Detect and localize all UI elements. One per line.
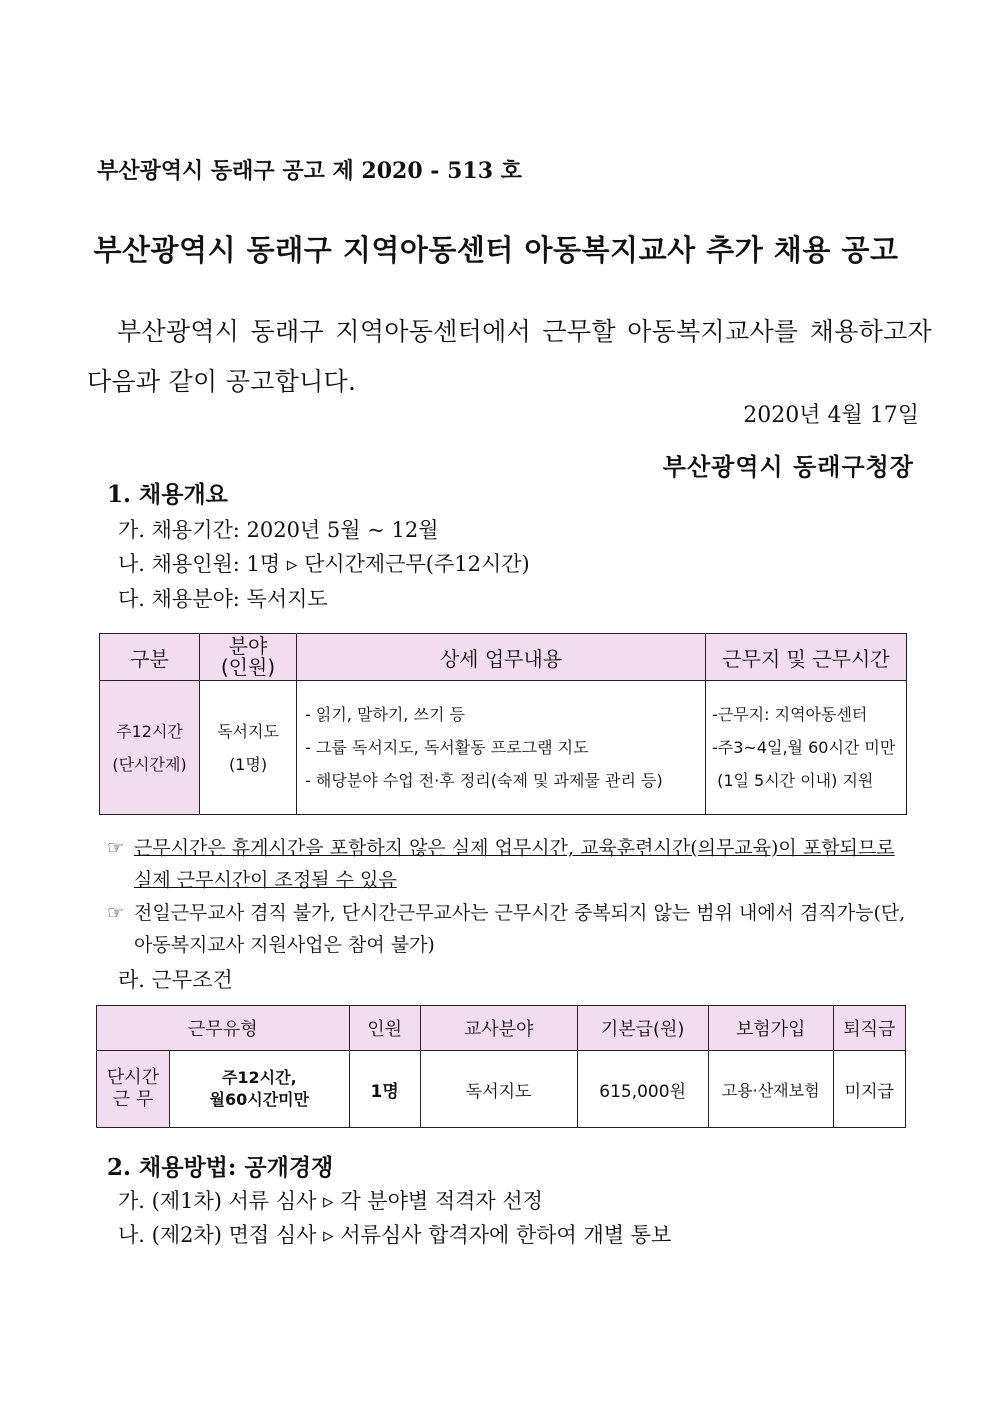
- cell-details: [297, 681, 706, 815]
- section2-heading: 2. 채용방법: 공개경쟁: [107, 1154, 334, 1181]
- col-work-type: 근무유형: [97, 1006, 350, 1051]
- screening-step1: 가. (제1차) 서류 심사 ▹ 각 분야별 적격자 선정: [118, 1189, 543, 1213]
- type-b-line2: 월60시간미만: [209, 1090, 310, 1109]
- conditions-label: 라. 근무조건: [118, 968, 233, 992]
- screening-step2: 나. (제2차) 면접 심사 ▹ 서류심사 합격자에 한하여 개별 통보: [118, 1223, 672, 1247]
- pointing-hand-icon: ☞: [107, 902, 125, 924]
- cell-salary: 615,000원: [577, 1051, 708, 1128]
- col-place: 근무지 및 근무시간: [706, 634, 907, 681]
- note-text: 근무시간은 휴게시간을 포함하지 않은 실제 업무시간, 교육훈련시간(의무교육)이 포함되므로 실제 근무시간이 조정될 수 있음: [134, 837, 895, 891]
- cell-teacher-field: 독서지도: [420, 1051, 577, 1128]
- recruit-count: 나. 채용인원: 1명 ▹ 단시간제근무(주12시간): [118, 552, 530, 576]
- col-count: 인원: [349, 1006, 420, 1051]
- signer: 부산광역시 동래구청장: [662, 452, 914, 481]
- cell-place: [706, 681, 907, 815]
- cell-count: 1명: [349, 1051, 420, 1128]
- place-item: (1일 5시간 이내) 지원: [712, 771, 874, 790]
- col-severance: 퇴직금: [833, 1006, 905, 1051]
- type-line2: (단시간제): [112, 754, 187, 774]
- col-field-line2: (인원): [220, 655, 276, 679]
- type-a-line2: 근 무: [112, 1089, 154, 1110]
- cell-work-type-a: [97, 1051, 170, 1128]
- note-text: 전일근무교사 겸직 불가, 단시간근무교사는 근무시간 중복되지 않는 범위 내에서 겸직가능(단, 아동복지교사 지원사업은 참여 불가): [134, 902, 906, 956]
- table-row: [100, 681, 907, 815]
- type-line1: 주12시간: [116, 721, 183, 741]
- col-field: [200, 634, 297, 681]
- job-detail-table: [99, 633, 907, 815]
- detail-item: - 해당분야 수업 전·후 정리(숙제 및 과제물 관리 등): [305, 771, 663, 790]
- type-b-line1: 주12시간,: [221, 1068, 297, 1087]
- pointing-hand-icon: ☞: [107, 837, 125, 859]
- note-concurrent: [107, 897, 912, 961]
- recruit-period: 가. 채용기간: 2020년 5월 ~ 12월: [118, 518, 439, 542]
- field-line1: 독서지도: [217, 721, 279, 741]
- notice-date: 2020년 4월 17일: [743, 403, 919, 428]
- col-category: 구분: [100, 634, 200, 681]
- section1-heading: 1. 채용개요: [107, 481, 228, 508]
- col-salary: 기본급(원): [577, 1006, 708, 1051]
- cell-work-type-b: [170, 1051, 350, 1128]
- work-conditions-table: [96, 1005, 906, 1128]
- col-teacher-field: 교사분야: [420, 1006, 577, 1051]
- col-details: 상세 업무내용: [297, 634, 706, 681]
- intro-paragraph: 부산광역시 동래구 지역아동센터에서 근무할 아동복지교사를 채용하고자 다음과 같이 공고합니다.: [87, 317, 932, 396]
- place-item: -근무지: 지역아동센터: [712, 705, 868, 724]
- cell-type: [100, 681, 200, 815]
- recruit-field: 다. 채용분야: 독서지도: [118, 587, 328, 611]
- col-field-line1: 분야: [228, 634, 268, 658]
- cell-field: [200, 681, 297, 815]
- page-title: 부산광역시 동래구 지역아동센터 아동복지교사 추가 채용 공고: [93, 233, 899, 267]
- table-row: [97, 1051, 906, 1128]
- detail-item: - 읽기, 말하기, 쓰기 등: [305, 705, 465, 724]
- cell-insurance: 고용·산재보험: [708, 1051, 833, 1128]
- place-item: -주3~4일,월 60시간 미만: [712, 738, 896, 757]
- cell-severance: 미지급: [833, 1051, 905, 1128]
- note-work-hours: [107, 832, 912, 896]
- notice-number: 부산광역시 동래구 공고 제 2020 - 513 호: [97, 158, 522, 184]
- col-insurance: 보험가입: [708, 1006, 833, 1051]
- type-a-line1: 단시간: [106, 1067, 160, 1088]
- detail-item: - 그룹 독서지도, 독서활동 프로그램 지도: [305, 738, 589, 757]
- field-line2: (1명): [228, 754, 268, 774]
